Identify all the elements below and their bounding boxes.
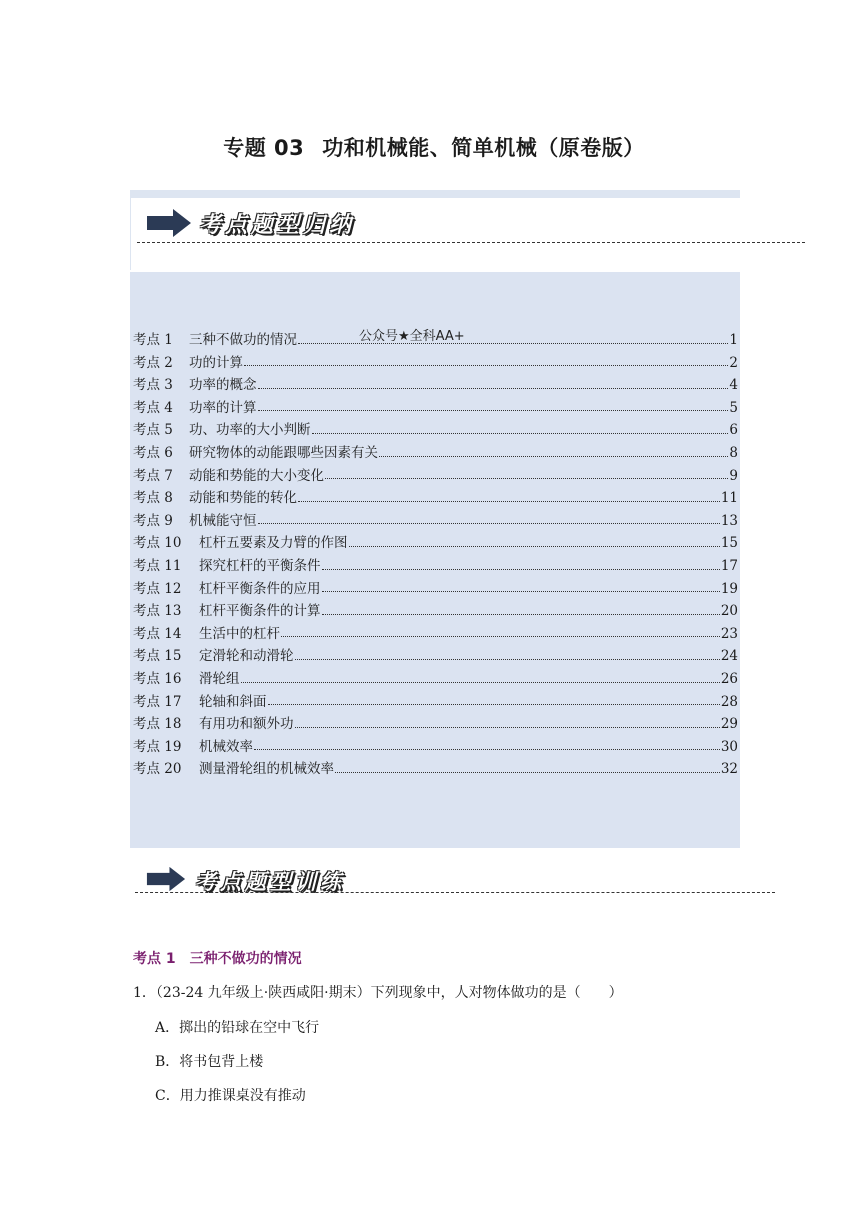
toc-leader-dots [298,491,720,502]
toc-entry-title: 生活中的杠杆 [199,625,280,642]
toc-entry-number: 考点 6 [133,445,173,461]
toc-entry[interactable] [133,622,738,642]
toc-entry[interactable] [133,464,738,484]
toc-leader-dots [312,423,729,434]
toc-entry-page: 29 [720,716,738,733]
option-a: A．掷出的铅球在空中飞行 [155,1020,320,1036]
header-band [130,190,740,198]
toc-entry-number: 考点 18 [133,716,182,733]
toc-leader-dots [295,717,720,728]
toc-leader-dots [322,559,720,570]
toc-leader-dots [325,468,728,479]
toc-leader-dots [281,626,720,637]
toc-entry-page: 8 [729,445,738,461]
toc-entry-number: 考点 13 [133,603,182,620]
toc-leader-dots [379,446,728,457]
toc-entry-number: 考点 8 [133,490,173,507]
toc-entry[interactable] [133,328,738,348]
toc-leader-dots [298,333,728,344]
toc-entry-number: 考点 2 [133,354,173,371]
toc-entry-page: 20 [720,603,738,620]
toc-leader-dots [241,672,720,683]
toc-entry-page: 28 [720,693,738,710]
toc-entry-number: 考点 5 [133,422,173,439]
toc-entry[interactable] [133,418,738,438]
toc-leader-dots [322,604,720,615]
toc-entry[interactable] [133,554,738,574]
toc-leader-dots [254,739,720,750]
title-text: 功和机械能、简单机械（原卷版） [322,136,645,160]
toc-entry-title: 动能和势能的大小变化 [189,467,324,484]
toc-leader-dots [244,355,728,366]
question-1: 1．（23-24 九年级上·陕西咸阳·期末）下列现象中，人对物体做功的是（ ） [133,985,623,1001]
toc-entry-title: 探究杠杆的平衡条件 [199,558,321,574]
toc-entry[interactable] [133,577,738,597]
watermark: 公众号★全科AA+ [357,325,467,344]
toc-entry[interactable] [133,351,738,371]
section-label: 考点题型训练 [195,870,345,894]
right-arrow-icon [145,208,193,238]
toc-entry[interactable] [133,690,738,710]
section-heading-training [145,866,775,906]
toc-entry-page: 19 [720,580,738,597]
kp-name: 三种不做功的情况 [189,951,302,967]
toc-entry-title: 杠杆平衡条件的计算 [199,603,321,620]
toc-entry-page: 5 [729,399,738,416]
toc-entry-page: 23 [720,625,738,642]
toc-entry[interactable] [133,486,738,506]
toc-entry-page: 4 [729,377,738,394]
toc-leader-dots [258,378,729,389]
toc-leader-dots [322,581,720,592]
toc-entry-page: 6 [729,422,738,439]
toc-entry-title: 杠杆平衡条件的应用 [199,580,321,597]
toc-entry-title: 功率的概念 [189,377,257,394]
toc-entry-number: 考点 17 [133,693,182,710]
toc-entry-number: 考点 14 [133,625,182,642]
toc-entry-title: 轮轴和斜面 [199,693,267,710]
page-title [0,132,868,162]
toc-entry-page: 1 [729,332,738,348]
toc-entry-title: 机械效率 [199,738,253,755]
toc-entry-title: 动能和势能的转化 [189,490,297,507]
toc-entry[interactable] [133,509,738,529]
toc-entry-number: 考点 12 [133,580,182,597]
toc-entry-page: 26 [720,671,738,687]
toc-entry-page: 15 [720,535,738,552]
toc-entry-title: 杠杆五要素及力臂的作图 [199,535,348,552]
toc-entry-number: 考点 19 [133,738,182,755]
toc-entry-page: 17 [720,558,738,574]
dashed-divider [135,892,775,893]
kp-heading [133,948,302,968]
toc-leader-dots [258,513,720,524]
toc-leader-dots [295,649,720,660]
toc-entry[interactable] [133,599,738,619]
toc-entry[interactable] [133,531,738,551]
toc-entry-number: 考点 11 [133,558,182,574]
toc-entry-title: 功的计算 [189,354,243,371]
toc-entry[interactable] [133,396,738,416]
toc-entry-number: 考点 9 [133,512,173,529]
toc-entry[interactable] [133,757,738,777]
toc-entry-title: 有用功和额外功 [199,716,294,733]
toc-entry[interactable] [133,373,738,393]
toc-leader-dots [349,536,720,547]
title-number: 专题 03 [223,136,305,160]
section-heading-summary [145,208,805,248]
section-label: 考点题型归纳 [199,213,356,238]
toc-entry-number: 考点 3 [133,377,173,394]
toc-leader-dots [335,762,720,773]
toc-entry-number: 考点 15 [133,648,182,665]
toc-entry-number: 考点 16 [133,671,182,687]
right-arrow-icon [145,866,187,892]
toc-entry[interactable] [133,441,738,461]
toc-entry-page: 30 [720,738,738,755]
toc-leader-dots [258,400,729,411]
toc-entry-title: 功、功率的大小判断 [189,422,311,439]
toc-entry-title: 研究物体的动能跟哪些因素有关 [189,445,378,461]
option-b: B．将书包背上楼 [155,1054,264,1070]
toc-entry-title: 机械能守恒 [189,512,257,529]
toc-entry-number: 考点 4 [133,399,173,416]
toc-entry-number: 考点 10 [133,535,182,552]
toc-entry[interactable] [133,644,738,664]
toc-entry-title: 测量滑轮组的机械效率 [199,761,334,778]
toc-entry-number: 考点 1 [133,332,173,348]
toc-entry-page: 11 [720,490,738,507]
option-c: C．用力推课桌没有推动 [155,1088,306,1104]
toc-entry-number: 考点 20 [133,761,182,778]
toc-entry-number: 考点 7 [133,467,173,484]
toc-entry-title: 定滑轮和动滑轮 [199,648,294,665]
toc-entry[interactable] [133,712,738,732]
toc-entry-page: 24 [720,648,738,665]
toc-entry[interactable] [133,735,738,755]
toc-entry-page: 9 [729,467,738,484]
toc-entry-page: 13 [720,512,738,529]
toc-entry-title: 滑轮组 [199,671,240,687]
kp-number: 考点 1 [133,951,176,967]
toc-entry[interactable] [133,667,738,687]
toc-entry-title: 三种不做功的情况 [189,332,297,348]
toc-entry-page: 2 [729,354,738,371]
dashed-divider [137,242,805,243]
toc-leader-dots [268,694,720,705]
toc-entry-title: 功率的计算 [189,399,257,416]
toc-entry-page: 32 [720,761,738,778]
